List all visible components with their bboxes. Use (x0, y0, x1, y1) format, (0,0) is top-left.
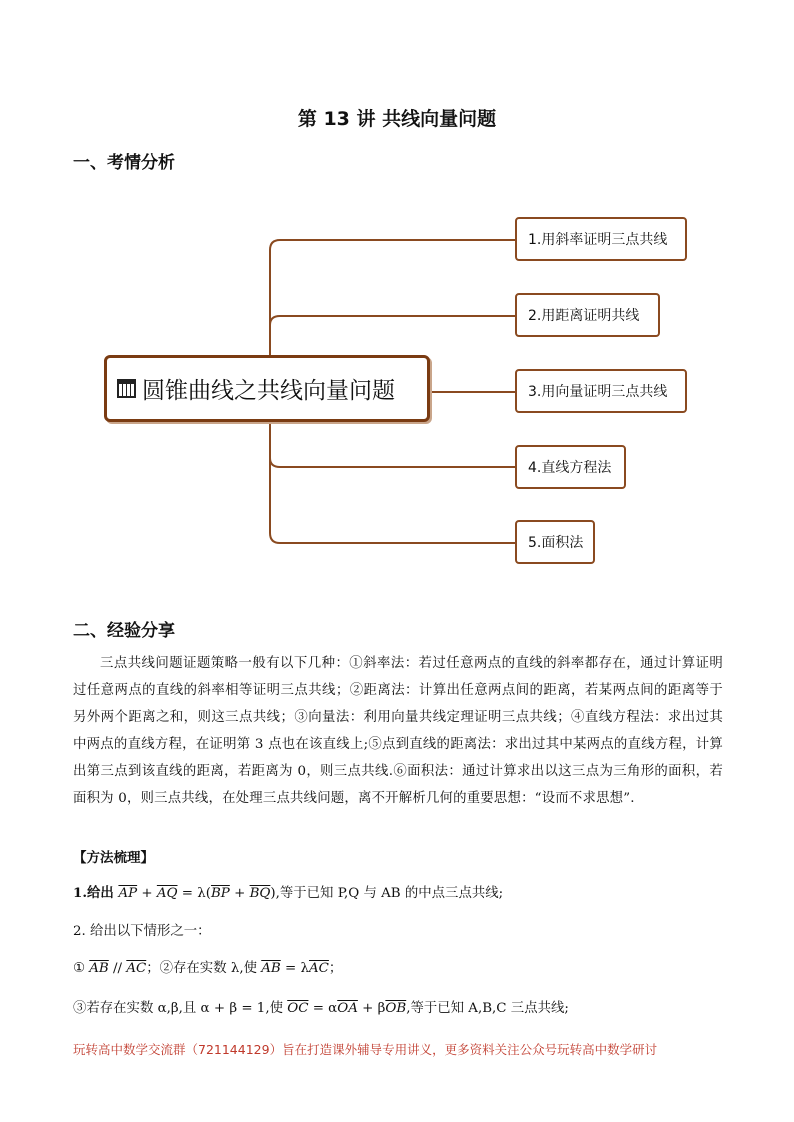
item1-suffix: ),等于已知 P,Q 与 AB 的中点三点共线; (270, 886, 504, 901)
item2b-start: ③若存在实数 α,β,且 α + β = 1,使 (73, 1001, 288, 1016)
vector-ob: $\overline{OB}$ (385, 1001, 407, 1016)
vector-ab: $\overline{AB}$ (89, 961, 109, 976)
branch-4: 4.直线方程法 (515, 445, 626, 489)
footer-banner: 玩转高中数学交流群（721144129）旨在打造课外辅导专用讲义，更多资料关注公众号玩转高中数学研讨 (73, 1042, 658, 1057)
section-heading-1: 一、考情分析 (73, 153, 175, 173)
plus-sign-2: + (229, 886, 250, 901)
branch-3: 3.用向量证明三点共线 (515, 369, 687, 413)
vector-ab-2: $\overline{AB}$ (261, 961, 281, 976)
vector-oc: $\overline{OC}$ (287, 1001, 309, 1016)
method-heading: 【方法梳理】 (73, 850, 154, 866)
section-heading-2: 二、经验分享 (73, 621, 175, 641)
plus-sign: + (137, 886, 157, 901)
connector-5 (270, 458, 515, 543)
parallel-sign: // (108, 961, 127, 976)
item2b-end: ,等于已知 A,B,C 三点共线; (406, 1001, 569, 1016)
item1-prefix: 1.给出 (73, 885, 119, 901)
vector-ap: $\overline{AP}$ (118, 886, 138, 901)
calendar-icon (117, 379, 136, 398)
vector-ac-2: $\overline{AC}$ (309, 961, 329, 976)
equals-alpha: = α (308, 1001, 338, 1016)
vector-oa: $\overline{OA}$ (337, 1001, 358, 1016)
branch-2: 2.用距离证明共线 (515, 293, 660, 337)
vector-bp: $\overline{BP}$ (210, 886, 230, 901)
central-label: 圆锥曲线之共线向量问题 (142, 378, 395, 404)
connector-2 (270, 316, 515, 325)
method-item-1 (73, 882, 503, 901)
equals-lambda-2: = λ (280, 961, 309, 976)
vector-aq: $\overline{AQ}$ (156, 886, 178, 901)
method-item-2a (73, 957, 342, 976)
strategy-paragraph: 三点共线问题证题策略一般有以下几种：①斜率法：若过任意两点的直线的斜率都存在，通过计算证明过任意两点的直线的斜率相等证明三点共线；②距离法：计算出任意两点间的距离，若某两点间的距离等于另外两个距离之和，则这三点共线；③向量法：利用向量共线定理证明三点共线；④直线方程法：求出过其中两点的直线方程，在证明第 3 点也在该直线上;⑤点到直线的距离法：求出过其中某两点的直线方程，计算出第三点到该直线的距离，若距离为 0，则三点共线.⑥面积法：通过计算求出以这三点为三角形的面积，若面积为 0，则三点共线，在处理三点共线问题，离不开解析几何的重要思想：“设而不求思想”. (73, 656, 723, 806)
mindmap-central-node (104, 355, 430, 422)
item2a-end: ； (328, 961, 343, 976)
method-item-2: 2. 给出以下情形之一： (73, 924, 211, 939)
branch-5: 5.面积法 (515, 520, 595, 564)
plus-beta: + β (357, 1001, 386, 1016)
method-item-2b (73, 997, 569, 1016)
page-title: 第 13 讲 共线向量问题 (297, 108, 497, 130)
branch-1: 1.用斜率证明三点共线 (515, 217, 687, 261)
vector-bq: $\overline{BQ}$ (249, 886, 271, 901)
equals-lambda: = λ( (177, 886, 211, 901)
connector-4 (270, 425, 515, 467)
vector-ac: $\overline{AC}$ (126, 961, 147, 976)
item2a-mid: ；②存在实数 λ,使 (146, 961, 262, 976)
circle-1: ① (73, 961, 90, 976)
